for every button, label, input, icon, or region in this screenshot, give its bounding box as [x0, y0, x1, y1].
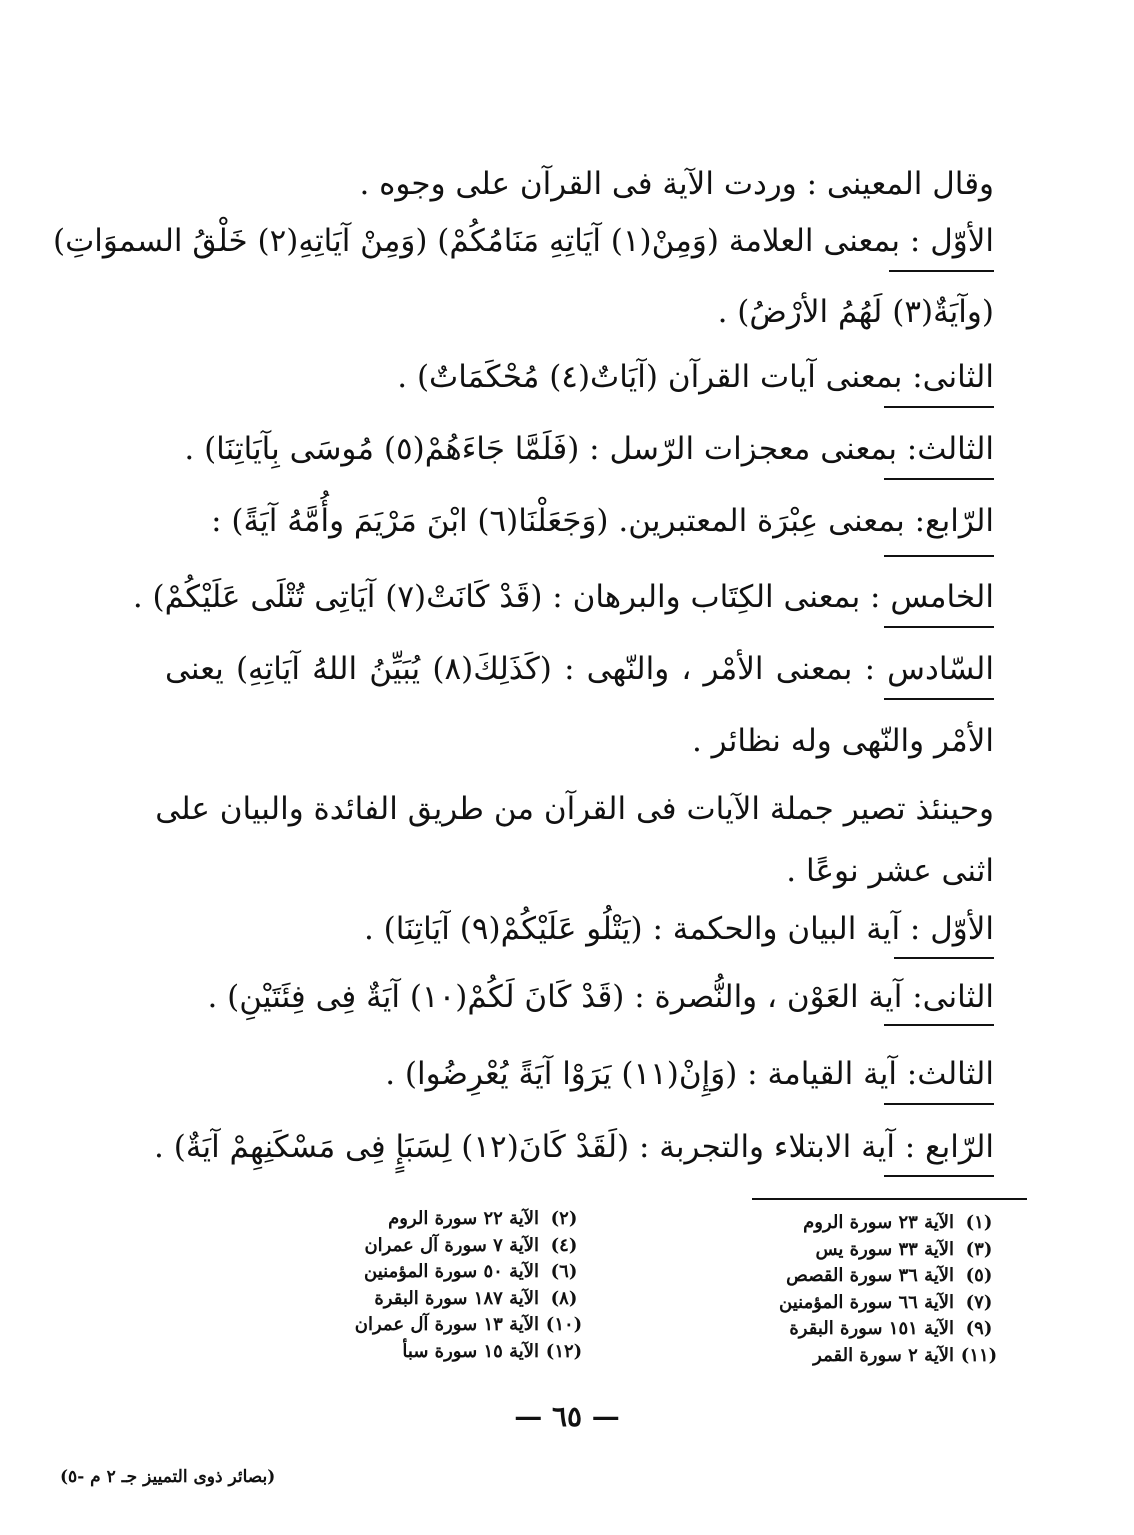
heading-underline — [884, 698, 994, 700]
footnote-item — [355, 1312, 589, 1339]
footnote-item — [355, 1339, 589, 1366]
footnote-number: (١١) — [960, 1344, 998, 1366]
footnote-number: (٨) — [550, 1287, 578, 1309]
footnote-text: الآية ٢ سورة القمر — [813, 1344, 954, 1366]
footnote-text: الآية ٢٣ سورة الروم — [803, 1212, 954, 1233]
footnote-number: (١) — [965, 1212, 993, 1233]
text-line-3: (وآيَةٌ(٣) لَهُمُ الأرْضُ) . — [717, 294, 994, 330]
footnote-number: (٣) — [965, 1238, 993, 1260]
footnote-text: الآية ١٥١ سورة البقرة — [789, 1318, 954, 1339]
footnote-text: الآية ١٨٧ سورة البقرة — [374, 1287, 539, 1309]
footnote-number: (١٠) — [545, 1314, 583, 1335]
footnote-number: (٧) — [965, 1291, 993, 1313]
heading-underline — [884, 406, 994, 408]
heading-underline — [884, 1024, 994, 1026]
footnote-text: الآية ٦٦ سورة المؤمنين — [779, 1291, 954, 1313]
footnote-number: (٩) — [965, 1318, 993, 1339]
footnote-text: الآية ٢٢ سورة الروم — [388, 1208, 539, 1229]
heading-underline — [889, 270, 994, 272]
text-line-15: الرّابع : آية الابتلاء والتجربة : (لَقَدْ كَانَ(١٢) لِسَبَإٍ فِى مَسْكَنِهِمْ آيَةٌ) . — [154, 1129, 994, 1165]
text-line-9: الأمْر والنّهى وله نظائر . — [691, 723, 994, 759]
footnote-text: الآية ٥٠ سورة المؤمنين — [364, 1261, 539, 1282]
heading-underline — [884, 626, 994, 628]
footnote-number: (١٢) — [545, 1340, 583, 1362]
text-line-14: الثالث: آية القيامة : (وَإِنْ(١١) يَرَوْا آيَةً يُعْرِضُوا) . — [385, 1056, 994, 1092]
heading-underline — [884, 478, 994, 480]
footnote-item — [779, 1263, 1004, 1290]
text-line-1: وقال المعينى : وردت الآية فى القرآن على وجوه . — [359, 166, 994, 202]
footnote-item — [355, 1233, 589, 1260]
footnote-item — [779, 1316, 1004, 1343]
text-line-8: السّادس : بمعنى الأمْر ، والنّهى : (كَذَلِكَ(٨) يُبَيِّنُ اللهُ آيَاتِهِ) يعنى — [165, 651, 994, 687]
text-line-7: الخامس : بمعنى الكِتَاب والبرهان : (قَدْ كَانَتْ(٧) آيَاتِى تُتْلَى عَلَيْكُمْ) . — [132, 579, 994, 615]
footnote-text: الآية ٣٣ سورة يس — [815, 1238, 954, 1260]
text-line-6: الرّابع: بمعنى عِبْرَة المعتبرين. (وَجَعَلْنَا(٦) ابْنَ مَرْيَمَ وأُمَّهُ آيَةً) : — [211, 503, 994, 539]
text-line-10: وحينئذ تصير جملة الآيات فى القرآن من طريق الفائدة والبيان على — [155, 791, 994, 827]
heading-underline — [884, 555, 994, 557]
footnote-item — [355, 1206, 589, 1233]
footnote-text: الآية ٧ سورة آل عمران — [364, 1234, 539, 1256]
text-line-11: اثنى عشر نوعًا . — [786, 853, 994, 889]
text-line-2: الأوّل : بمعنى العلامة (وَمِنْ(١) آيَاتِهِ مَنَامُكُمْ) (وَمِنْ آيَاتِهِ(٢) خَلْقُ السموَاتِ) — [53, 223, 994, 259]
footnote-item — [779, 1237, 1004, 1264]
footnote-item — [355, 1286, 589, 1313]
footnote-number: (٦) — [550, 1261, 578, 1282]
heading-underline — [884, 1103, 994, 1105]
running-footer: (بصائر ذوى التمييز جـ ٢ م -٥) — [60, 1467, 276, 1487]
footnotes-left-column — [355, 1206, 589, 1365]
footnote-number: (٥) — [965, 1265, 993, 1286]
footnote-item — [779, 1343, 1004, 1370]
page-number: — ٦٥ — — [514, 1400, 620, 1433]
text-line-12: الأوّل : آية البيان والحكمة : (يَتْلُو عَلَيْكُمْ(٩) آيَاتِنَا) . — [363, 911, 994, 947]
heading-underline — [894, 957, 994, 959]
text-line-13: الثانى: آية العَوْن ، والنُّصرة : (قَدْ كَانَ لَكُمْ(١٠) آيَةٌ فِى فِئَتَيْنِ) . — [207, 979, 994, 1015]
footnote-number: (٢) — [550, 1208, 578, 1229]
heading-underline — [884, 1175, 994, 1177]
footnote-item — [779, 1210, 1004, 1237]
footnote-text: الآية ١٣ سورة آل عمران — [354, 1314, 539, 1335]
footnote-text: الآية ١٥ سورة سبأ — [402, 1340, 539, 1362]
footnote-item — [779, 1290, 1004, 1317]
text-line-5: الثالث: بمعنى معجزات الرّسل : (فَلَمَّا جَاءَهُمْ(٥) مُوسَى بِآيَاتِنَا) . — [184, 431, 994, 467]
footnote-number: (٤) — [550, 1234, 578, 1256]
footnotes-right-column — [779, 1210, 1004, 1369]
text-line-4: الثانى: بمعنى آيات القرآن (آيَاتٌ(٤) مُحْكَمَاتٌ) . — [397, 359, 994, 395]
footnote-separator — [752, 1198, 1027, 1200]
footnote-item — [355, 1259, 589, 1286]
footnote-text: الآية ٣٦ سورة القصص — [786, 1265, 954, 1286]
